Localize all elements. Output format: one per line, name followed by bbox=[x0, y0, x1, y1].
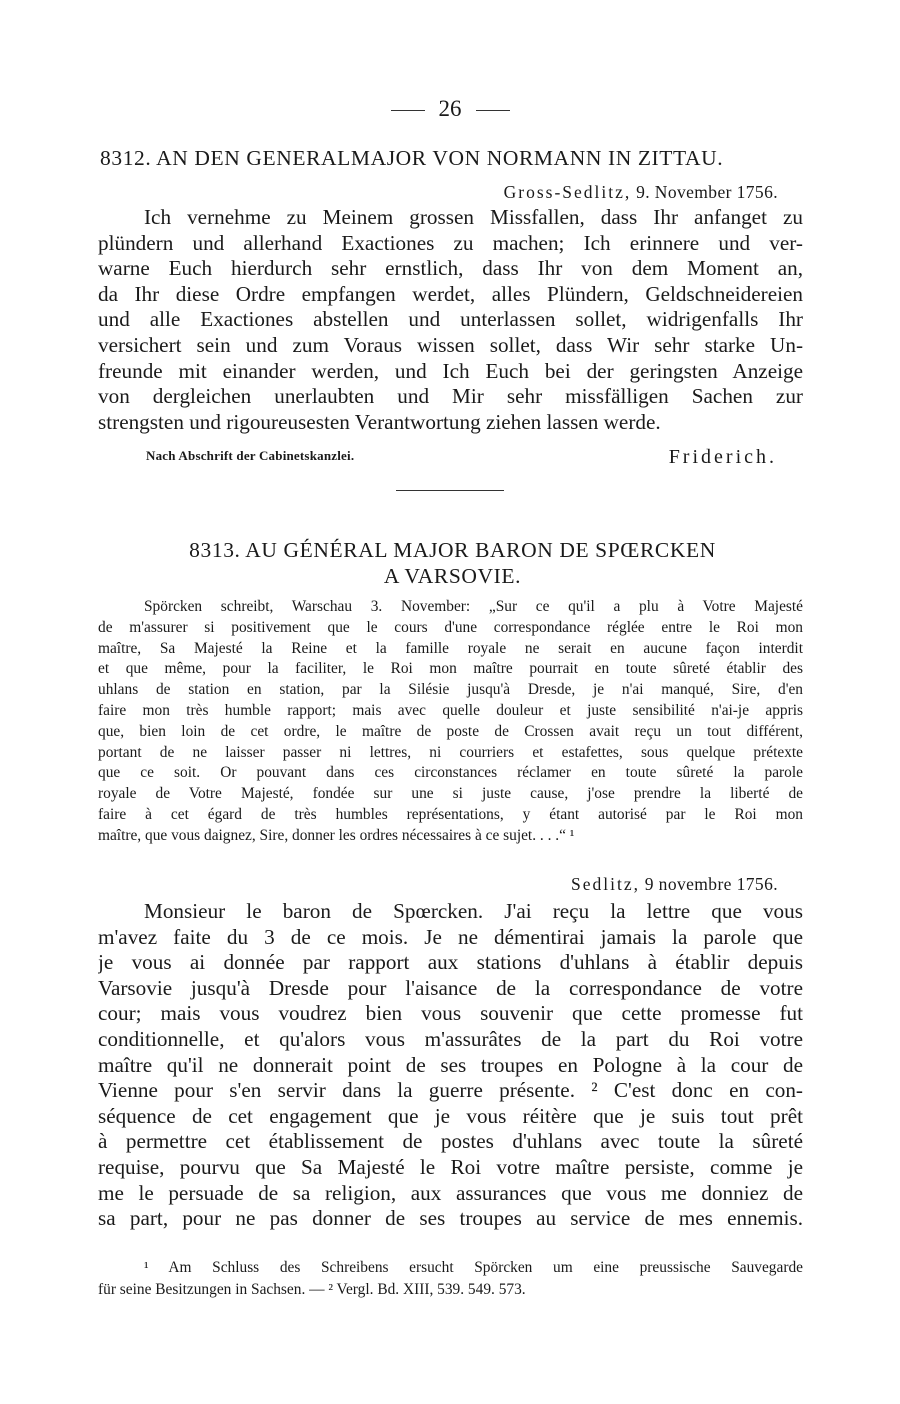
heading-8313-line2: A VARSOVIE. bbox=[383, 564, 522, 588]
letter-body-8313 bbox=[98, 899, 803, 1232]
dateline-date: 9 novembre 1756. bbox=[644, 874, 778, 894]
summary-line: Spörcken schreibt, Warschau 3. November: „Sur ce qu'il a plu à Votre Majesté bbox=[144, 598, 803, 615]
text-line: Vienne pour s'en servir dans la guerre présente. ² C'est donc en con- bbox=[98, 1078, 803, 1103]
text-line: maître qu'il ne donnerait point de ses troupes en Pologne à la cour de bbox=[98, 1052, 803, 1077]
text-line: warne Euch hierdurch sehr ernstlich, dass Ihr von dem Moment an, bbox=[98, 256, 803, 281]
text-line: je vous ai donnée par rapport aux stations d'uhlans à établir depuis bbox=[98, 950, 803, 975]
text-line: à permettre cet établissement de postes d'uhlans avec toute la sûreté bbox=[98, 1129, 803, 1154]
dateline-place: Gross-Sedlitz, bbox=[503, 182, 632, 202]
page-number: 26 bbox=[438, 96, 462, 121]
text-line: requise, pourvu que Sa Majesté le Roi votre maître persiste, comme je bbox=[98, 1154, 803, 1179]
dateline-8312 bbox=[504, 182, 778, 203]
page-number-header bbox=[0, 96, 900, 122]
text-line: Varsovie jusqu'à Dresde pour l'aisance de la correspondance de votre bbox=[98, 975, 803, 1000]
dateline-date: 9. November 1756. bbox=[636, 182, 778, 202]
footnotes bbox=[98, 1257, 803, 1301]
text-line: Ich vernehme zu Meinem grossen Missfallen, dass Ihr anfanget zu bbox=[144, 205, 803, 229]
summary-line: royale de Votre Majesté, fondée sur une si juste cause, j'ose prendre la liberté de bbox=[98, 785, 803, 803]
summary-line: maître, que vous daignez, Sire, donner les ordres nécessaires à ce sujet. . . .“ ¹ bbox=[98, 826, 575, 844]
dateline-8313 bbox=[571, 874, 778, 895]
rule-left bbox=[391, 110, 425, 111]
text-line: conditionnelle, et qu'alors vous m'assurâtes de la part du Roi votre bbox=[98, 1026, 803, 1051]
summary-line: et que même, pour la faciliter, le Roi mon maître pourrait en toute sûreté établir des bbox=[98, 660, 803, 678]
text-line: freunde mit einander werden, und Ich Euch bei der geringsten Anzeige bbox=[98, 358, 803, 383]
text-line: da Ihr diese Ordre empfangen werdet, alles Plündern, Geldschneidereien bbox=[98, 281, 803, 306]
summary-line: de m'assurer si positivement que le cours d'une correspondance réglée entre le Roi mon bbox=[98, 618, 803, 636]
text-line: séquence de cet engagement que je vous réitère que je suis tout prêt bbox=[98, 1103, 803, 1128]
footnote-line: ¹ Am Schluss des Schreibens ersucht Spörcken um eine preussische Sauvegarde bbox=[144, 1259, 803, 1276]
text-line: sa part, pour ne pas donner de ses troupes au service de mes ennemis. bbox=[98, 1206, 803, 1231]
text-line: Monsieur le baron de Spœrcken. J'ai reçu la lettre que vous bbox=[144, 899, 803, 923]
text-line: von dergleichen unerlaubten und Mir sehr missfälligen Sachen zur bbox=[98, 384, 803, 409]
dateline-place: Sedlitz, bbox=[570, 874, 640, 894]
text-line: und alle Exactiones abstellen und unterlassen sollet, widrigenfalls Ihr bbox=[98, 307, 803, 332]
summary-line: que ce soit. Or pouvant dans ces circonstances réclamer en toute sûreté la parole bbox=[98, 764, 803, 782]
rule-right bbox=[476, 110, 510, 111]
summary-line: portant de ne laisser passer ni lettres, ni courriers et estafettes, sous quelque prétexte bbox=[98, 743, 803, 761]
summary-line: faire mon très humble rapport; mais avec quelle douleur et juste sensibilité n'ai-je appris bbox=[98, 701, 803, 719]
letter-body-8312 bbox=[98, 205, 803, 435]
source-note: Nach Abschrift der Cabinetskanzlei. bbox=[146, 448, 355, 463]
signature: Friderich. bbox=[668, 446, 777, 468]
heading-8313-line1: 8313. AU GÉNÉRAL MAJOR BARON DE SPŒRCKEN bbox=[189, 538, 716, 562]
summary-line: uhlans de station en station, par la Silésie jusqu'à Dresde, je n'ai manqué, Sire, d'en bbox=[98, 681, 803, 699]
text-line: me le persuade de sa religion, aux assurances que vous me donniez de bbox=[98, 1180, 803, 1205]
footnote-line: für seine Besitzungen in Sachsen. — ² Vergl. Bd. XIII, 539. 549. 573. bbox=[98, 1281, 526, 1298]
text-line: cour; mais vous voudrez bien vous souvenir que cette promesse fut bbox=[98, 1001, 803, 1026]
text-line: strengsten und rigoureusesten Verantwortung ziehen lassen werde. bbox=[98, 409, 661, 434]
text-line: versichert sein und zum Voraus wissen sollet, dass Wir sehr starke Un- bbox=[98, 332, 803, 357]
summary-line: maître, Sa Majesté la Reine et la famille royale ne serait en aucune façon interdit bbox=[98, 639, 803, 657]
summary-line: que, bien loin de cet ordre, le maître de poste de Crossen avait reçu un tout différent, bbox=[98, 722, 803, 740]
summary-line: faire à cet égard de très humbles représentations, y étant autorisé par le Roi mon bbox=[98, 805, 803, 823]
section-divider bbox=[396, 490, 504, 491]
text-line: m'avez faite du 3 de ce mois. Je ne démentirai jamais la parole que bbox=[98, 924, 803, 949]
text-line: plündern und allerhand Exactiones zu machen; Ich erinnere und ver- bbox=[98, 230, 803, 255]
summary-8313 bbox=[98, 597, 803, 847]
heading-8312: 8312. AN DEN GENERALMAJOR VON NORMANN IN ZITTAU. bbox=[100, 146, 724, 170]
